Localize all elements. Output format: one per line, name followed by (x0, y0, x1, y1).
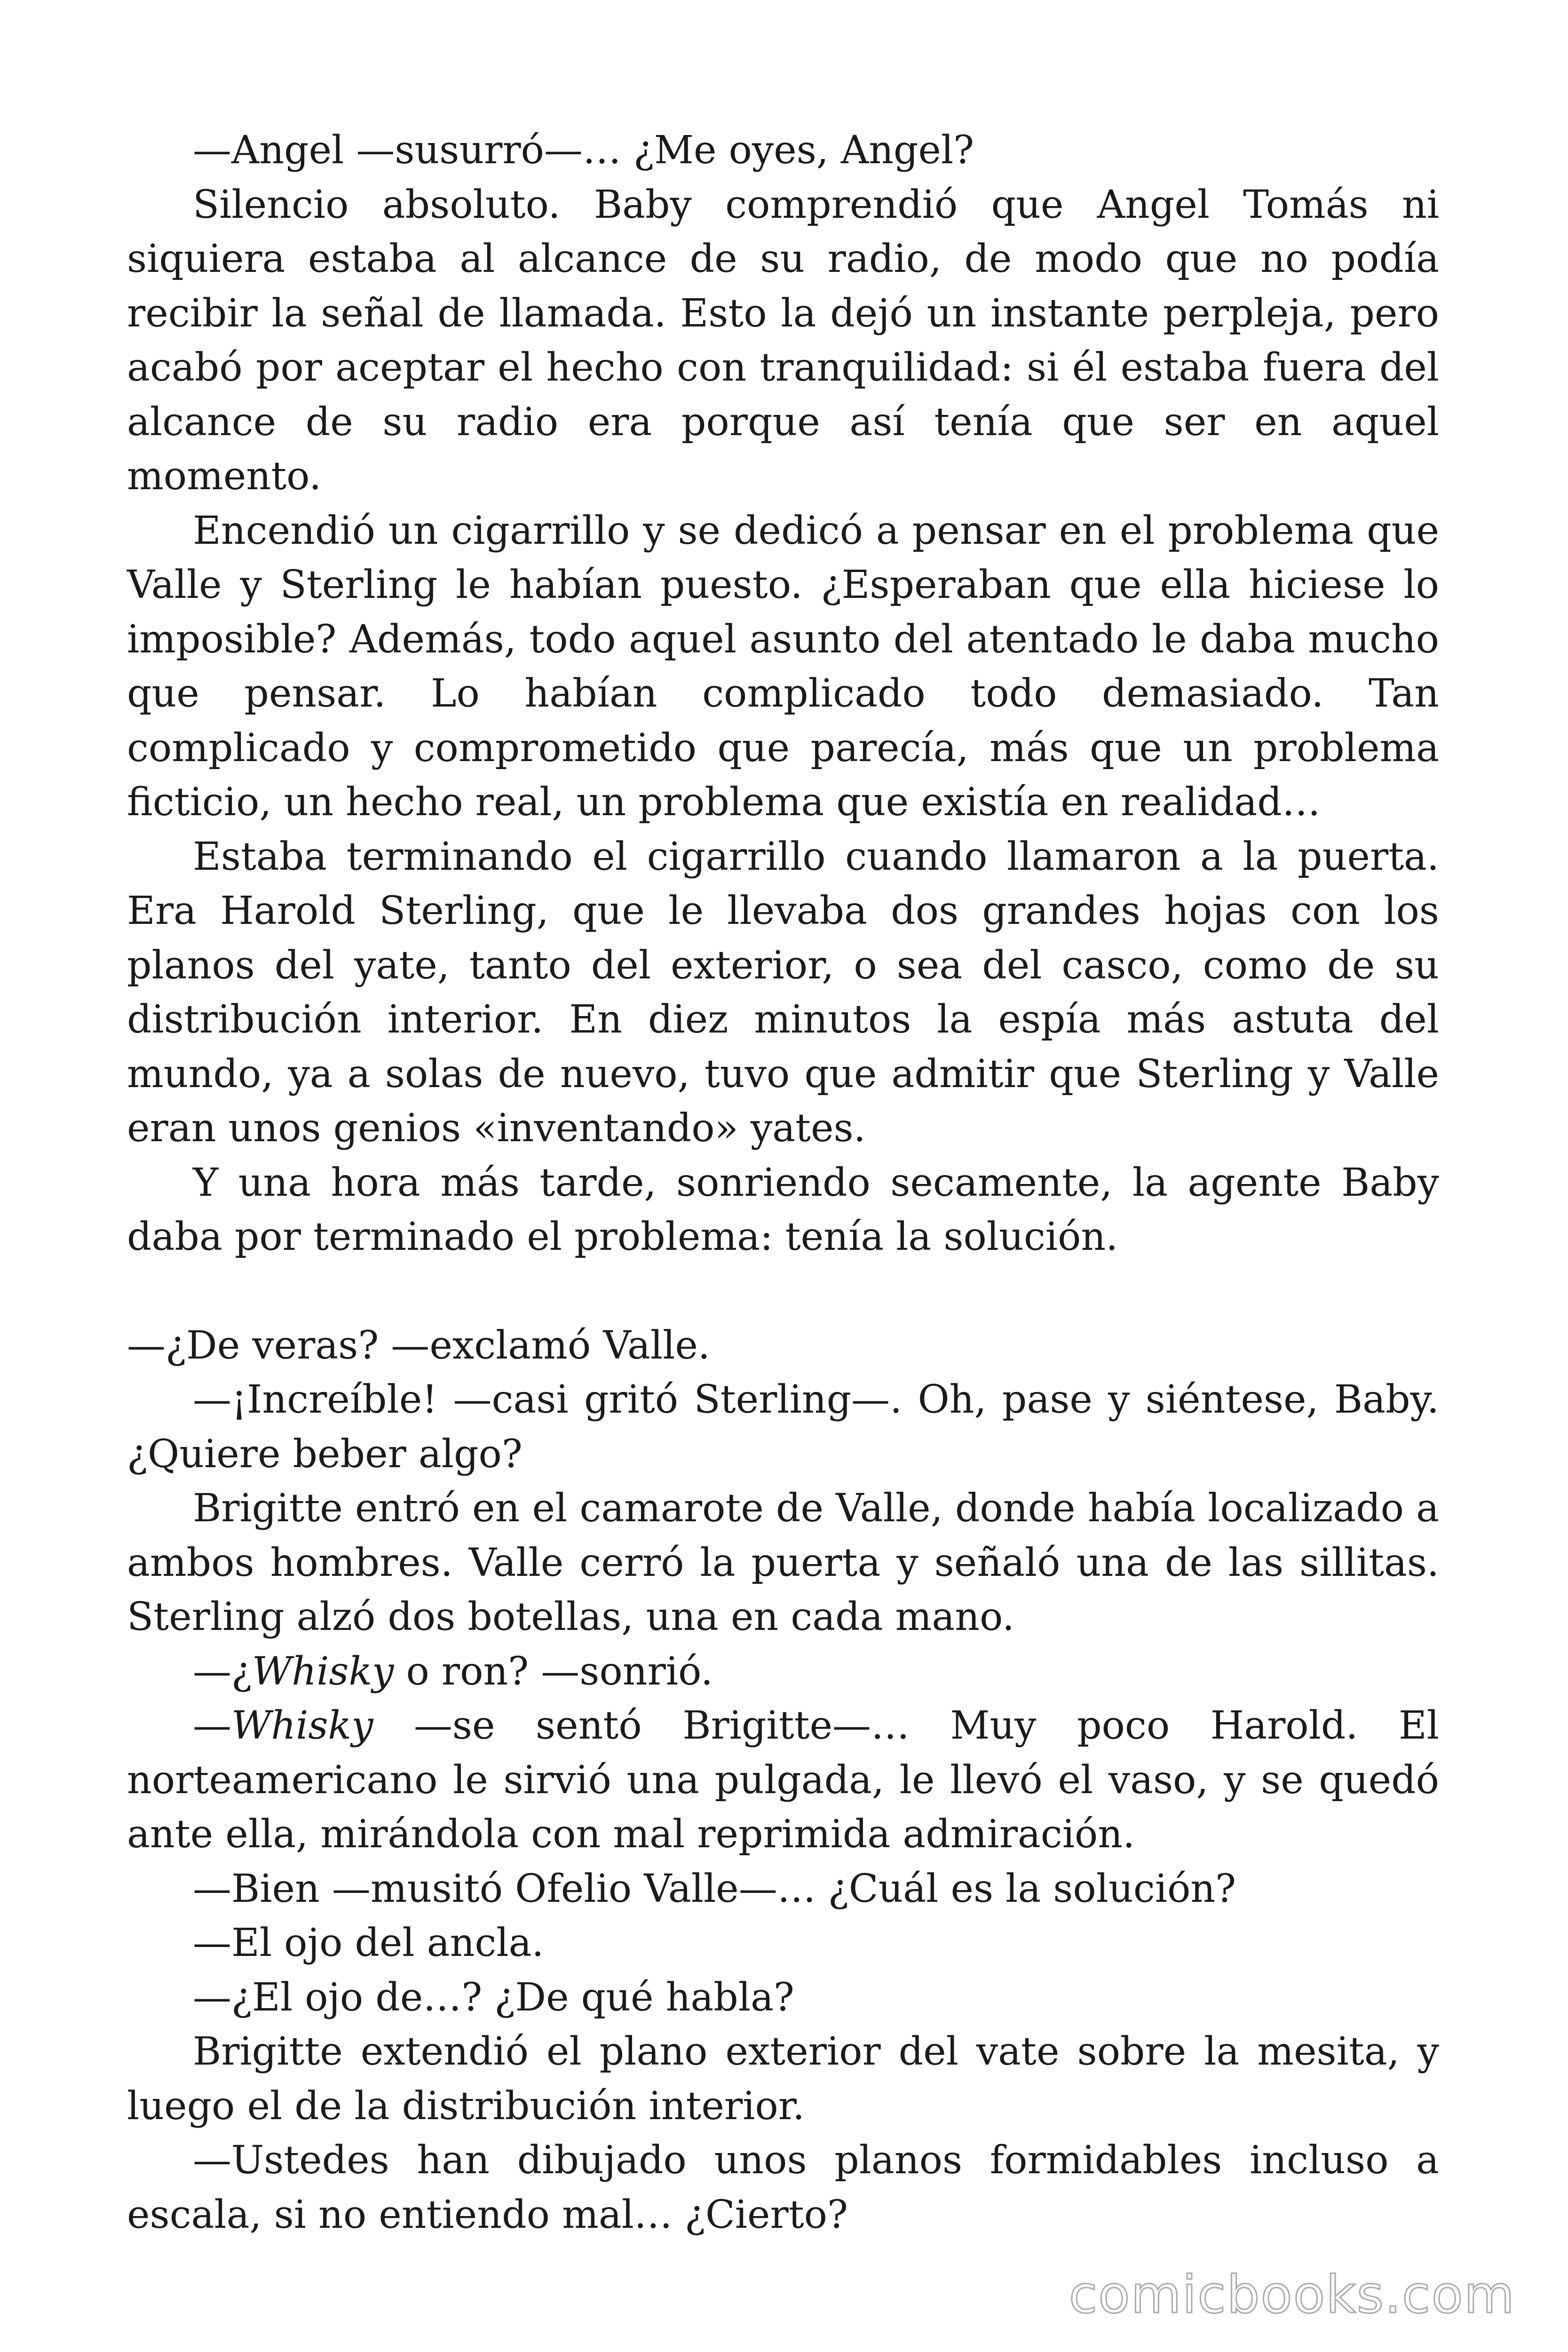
paragraph: Estaba terminando el cigarrillo cuando llamaron a la puerta. Era Harold Sterling, que le llevaba dos grandes hojas con los planos del yate, tanto del exterior, o sea del casco, como de su distribución interior. En diez minutos la espía más astuta del mundo, ya a solas de nuevo, tuvo que admitir que Sterling y Valle eran unos genios «inventando» yates. (127, 834, 1439, 1151)
emphasis: Whisky (231, 1703, 373, 1748)
section-break (127, 1264, 1439, 1319)
paragraph: —¿Whisky o ron? —sonrió. (193, 1649, 713, 1694)
page-text (127, 123, 1439, 2242)
paragraph: Y una hora más tarde, sonriendo secamente, la agente Baby daba por terminado el problema: tenía la solución. (127, 1160, 1439, 1259)
paragraph: Encendió un cigarrillo y se dedicó a pensar en el problema que Valle y Sterling le habían puesto. ¿Esperaban que ella hiciese lo imposible? Además, todo aquel asunto del atentado le daba mucho que pensar. Lo habían complicado todo demasiado. Tan complicado y comprometido que parecía, más que un problema ficticio, un hecho real, un problema que existía en realidad… (127, 508, 1439, 825)
paragraph: —Whisky —se sentó Brigitte—… Muy poco Harold. El norteamericano le sirvió una pulgada, le llevó el vaso, y se quedó ante ella, mirándola con mal reprimida admiración. (127, 1703, 1439, 1857)
paragraph: —¿El ojo de…? ¿De qué habla? (193, 1975, 794, 2020)
emphasis: Whisky (252, 1649, 394, 1694)
paragraph: —¿De veras? —exclamó Valle. (127, 1323, 710, 1368)
paragraph: —Bien —musitó Ofelio Valle—… ¿Cuál es la solución? (193, 1866, 1236, 1911)
paragraph: Silencio absoluto. Baby comprendió que Angel Tomás ni siquiera estaba al alcance de su radio, de modo que no podía recibir la señal de llamada. Esto la dejó un instante perpleja, pero acabó por aceptar el hecho con tranquilidad: si él estaba fuera del alcance de su radio era porque así tenía que ser en aquel momento. (127, 182, 1439, 499)
paragraph: Brigitte extendió el plano exterior del vate sobre la mesita, y luego el de la distribución interior. (127, 2029, 1439, 2129)
watermark: comicbooks.com (1069, 2265, 1515, 2325)
paragraph: —Ustedes han dibujado unos planos formidables incluso a escala, si no entiendo mal… ¿Cierto? (127, 2138, 1439, 2237)
paragraph: —¡Increíble! —casi gritó Sterling—. Oh, pase y siéntese, Baby. ¿Quiere beber algo? (127, 1377, 1439, 1477)
paragraph: —Angel —susurró—… ¿Me oyes, Angel? (193, 128, 974, 173)
paragraph: —El ojo del ancla. (193, 1921, 544, 1965)
paragraph: Brigitte entró en el camarote de Valle, donde había localizado a ambos hombres. Valle cerró la puerta y señaló una de las sillitas. Sterling alzó dos botellas, una en cada mano. (127, 1486, 1439, 1639)
